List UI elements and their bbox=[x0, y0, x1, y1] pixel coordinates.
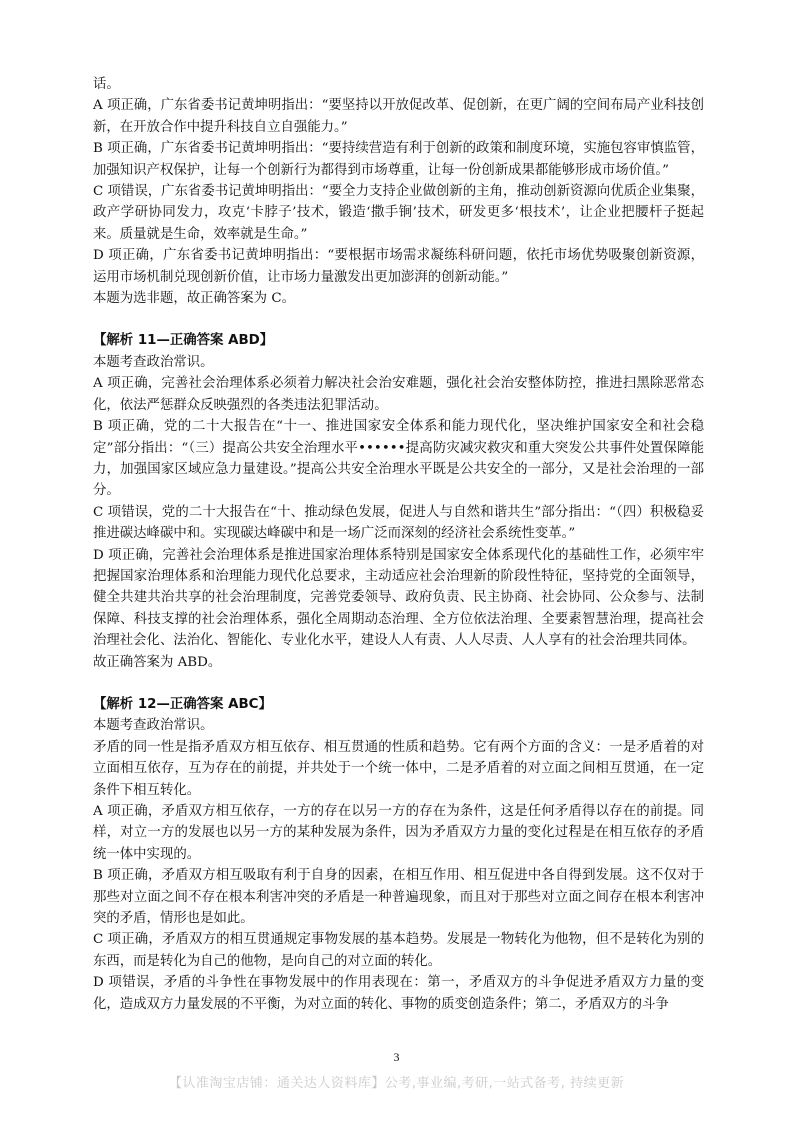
paragraph: A 项正确，广东省委书记黄坤明指出：“要坚持以开放促改革、促创新，在更广阔的空间布局产业科技创新，在开放合作中提升科技自立自强能力。” bbox=[93, 98, 704, 135]
paragraph: B 项正确，矛盾双方相互吸取有利于自身的因素，在相互作用、相互促进中各自得到发展。这不仅对于那些对立面之间不存在根本利害冲突的矛盾是一种普遍现象，而且对于那些对立面之间存在根本利害冲突的矛盾，情形也是如此。 bbox=[93, 868, 704, 927]
paragraph: C 项正确，矛盾双方的相互贯通规定事物发展的基本趋势。发展是一物转化为他物，但不是转化为别的东西，而是转化为自己的他物，是向自己的对立面的转化。 bbox=[93, 932, 704, 969]
section-heading-12: 【解析 12—正确答案 ABC】 bbox=[93, 696, 272, 712]
conclusion: 故正确答案为 ABD。 bbox=[93, 654, 222, 670]
paragraph: C 项错误，广东省委书记黄坤明指出：“要全力支持企业做创新的主角，推动创新资源向优质企业集聚，政产学研协同发力，攻克‘卡脖子’技术，锻造‘撒手锏’技术，研发更多‘根技术’，让企业把腰杆子挺起来。质量就是生命，效率就是生命。” bbox=[93, 184, 704, 242]
paragraph: C 项错误，党的二十大报告在“十、推动绿色发展，促进人与自然和谐共生”部分指出：“（四）积极稳妥推进碳达峰碳中和。实现碳达峰碳中和是一场广泛而深刻的经济社会系统性变革。” bbox=[93, 504, 704, 542]
paragraph: 矛盾的同一性是指矛盾双方相互依存、相互贯通的性质和趋势。它有两个方面的含义：一是矛盾着的对立面相互依存，互为存在的前提，并共处于一个统一体中，二是矛盾着的对立面之间相互贯通，在一定条件下相互转化。 bbox=[93, 739, 704, 798]
paragraph: B 项正确，广东省委书记黄坤明指出：“要持续营造有利于创新的政策和制度环境，实施包容审慎监管，加强知识产权保护，让每一个创新行为都得到市场尊重，让每一份创新成果都能够形成市场价值。” bbox=[93, 141, 704, 178]
document-body bbox=[93, 74, 704, 1015]
section-gap bbox=[93, 673, 704, 694]
footer-watermark-text: 【认准淘宝店铺：通关达人资料库】公考,事业编,考研,一站式备考, 持续更新 bbox=[168, 1076, 625, 1091]
paragraph: 本题考查政治常识。 bbox=[93, 354, 214, 370]
paragraph: D 项正确，完善社会治理体系是推进国家治理体系特别是国家安全体系现代化的基础性工作，必须牢牢把握国家治理体系和治理能力现代化总要求，主动适应社会治理新的阶段性特征，坚持党的全面领导，健全共建共治共享的社会治理制度，完善党委领导、政府负责、民主协商、社会协同、公众参与、法制保障、科技支撑的社会治理体系，强化全周期动态治理、全方位依法治理、全要素智慧治理，提高社会治理社会化、法治化、智能化、专业化水平，建设人人有责、人人尽责、人人享有的社会治理共同体。 bbox=[93, 547, 704, 649]
paragraph: D 项错误，矛盾的斗争性在事物发展中的作用表现在：第一，矛盾双方的斗争促进矛盾双方力量的变化，造成双方力量发展的不平衡，为对立面的转化、事物的质变创造条件；第二，矛盾双方的斗争 bbox=[93, 975, 704, 1012]
page-number: 3 bbox=[393, 1050, 400, 1064]
section-gap bbox=[93, 309, 704, 330]
paragraph: B 项正确，党的二十大报告在“十一、推进国家安全体系和能力现代化，坚决维护国家安全和社会稳定”部分指出：“（三）提高公共安全治理水平••••••提高防灾减灾救灾和重大突发公共事件处置保障能力，加强国家区域应急力量建设。”提高公共安全治理水平既是公共安全的一部分，又是社会治理的一部分。 bbox=[93, 419, 704, 499]
paragraph: 本题考查政治常识。 bbox=[93, 718, 214, 734]
paragraph: 话。 bbox=[93, 77, 120, 92]
paragraph: A 项正确，矛盾双方相互依存，一方的存在以另一方的存在为条件，这是任何矛盾得以存在的前提。同样，对立一方的发展也以另一方的某种发展为条件，因为矛盾双方力量的变化过程是在相互依存的矛盾统一体中实现的。 bbox=[93, 804, 704, 862]
section-heading-11: 【解析 11—正确答案 ABD】 bbox=[93, 333, 274, 349]
paragraph: D 项正确，广东省委书记黄坤明指出：“要根据市场需求凝练科研问题，依托市场优势吸聚创新资源，运用市场机制兑现创新价值，让市场力量激发出更加澎湃的创新动能。” bbox=[93, 248, 704, 285]
paragraph: A 项正确，完善社会治理体系必须着力解决社会治安难题，强化社会治安整体防控，推进扫黑除恶常态化，依法严惩群众反映强烈的各类违法犯罪活动。 bbox=[93, 376, 704, 413]
conclusion: 本题为选非题，故正确答案为 C。 bbox=[93, 291, 295, 307]
